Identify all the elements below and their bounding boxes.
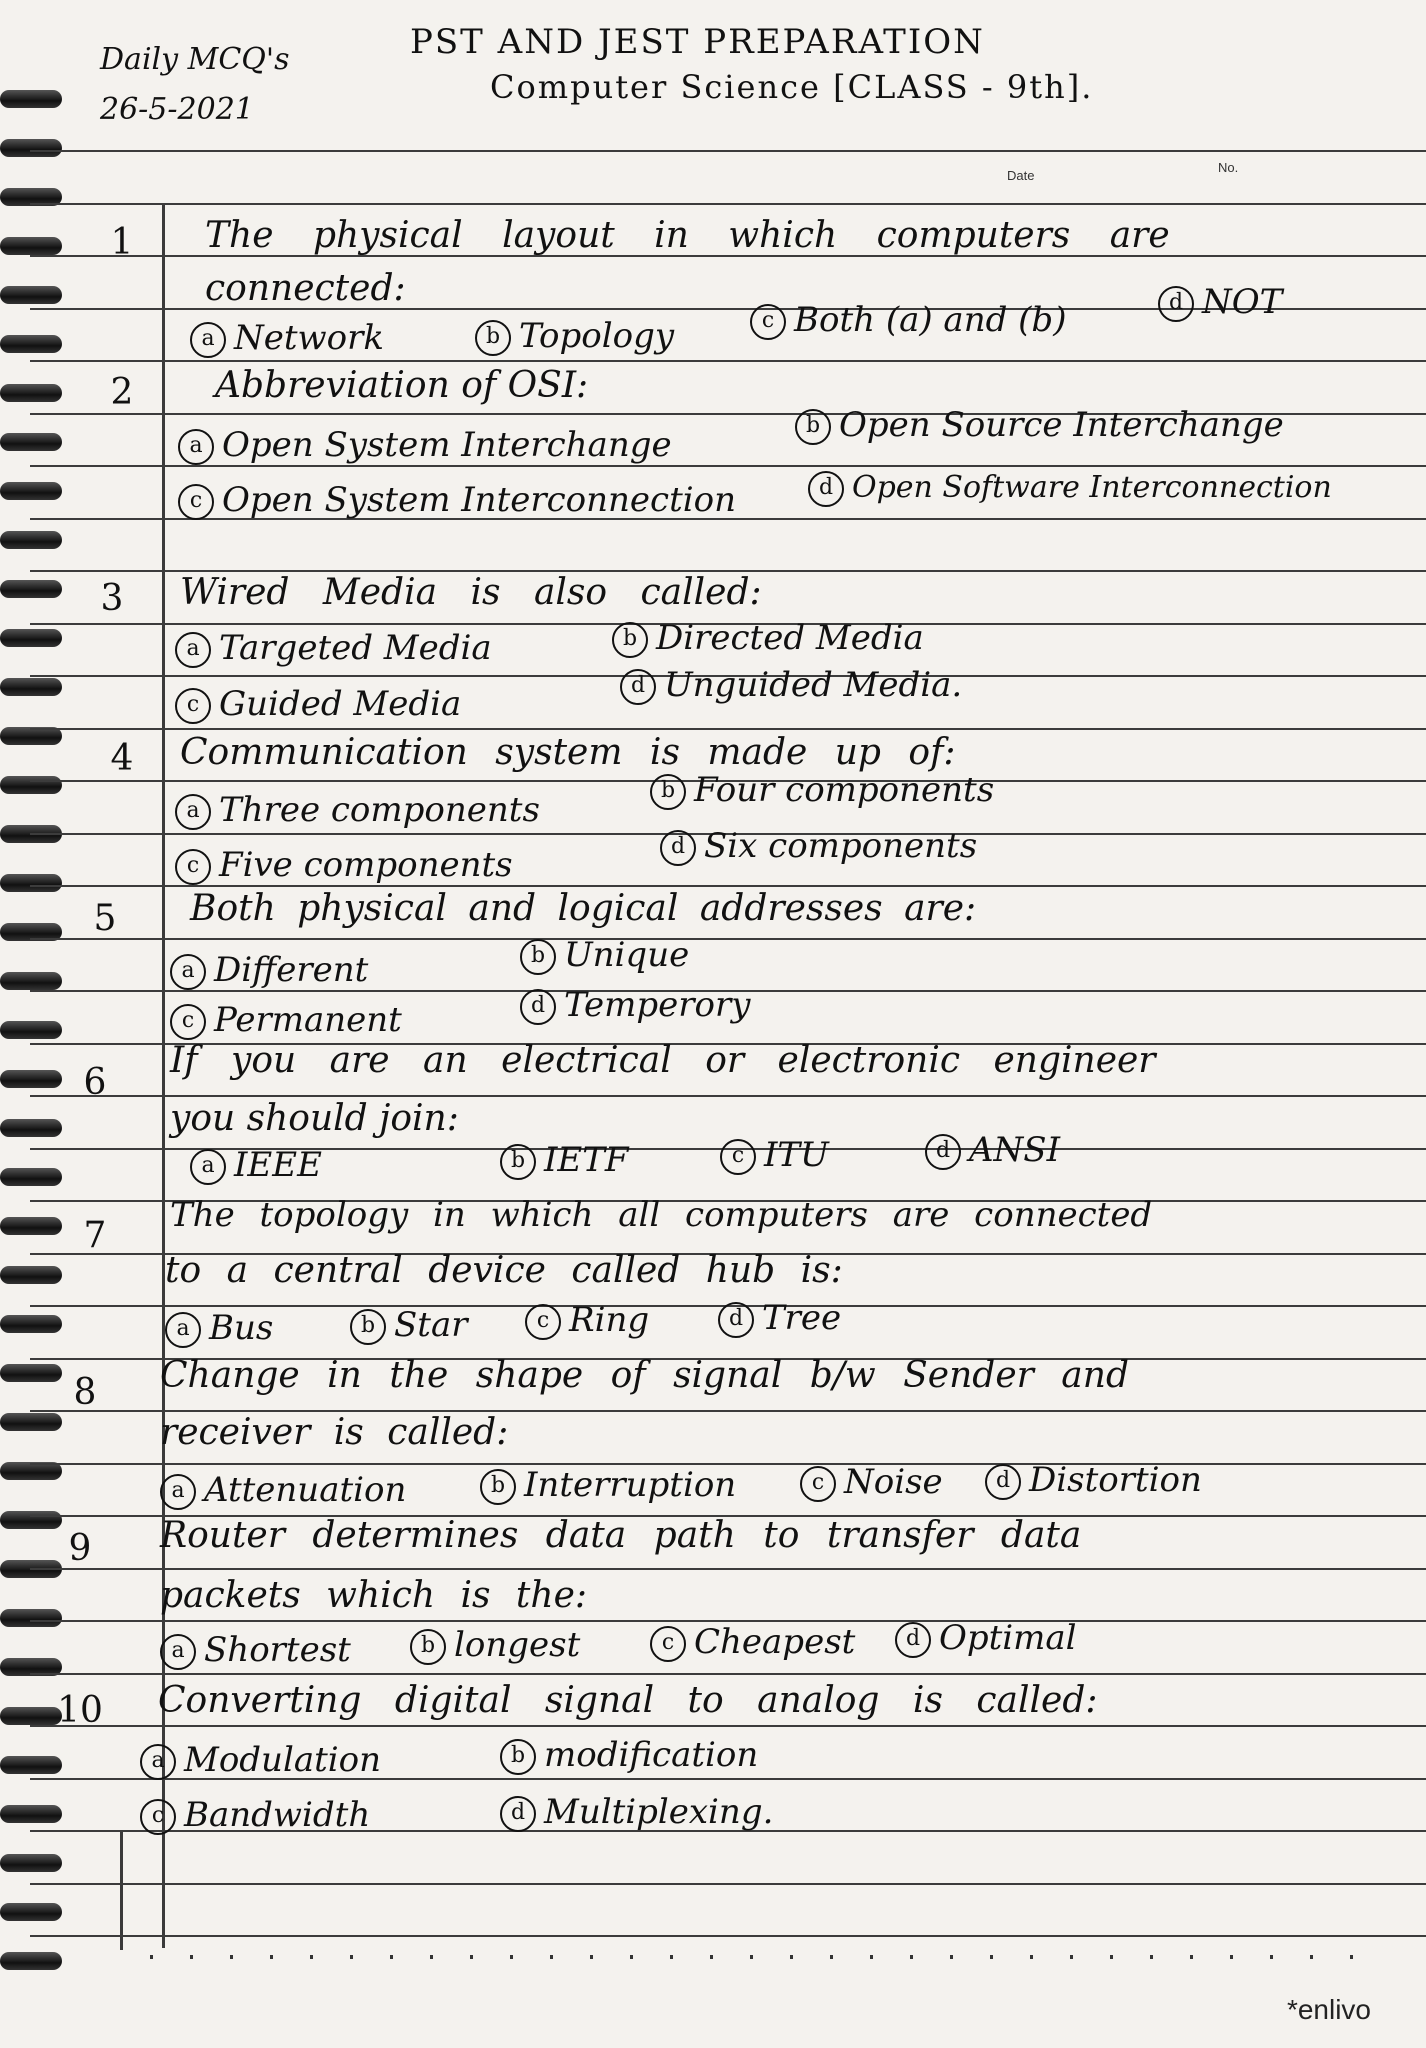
- option-d: [1158, 282, 1282, 322]
- margin-line-lower: [120, 1830, 123, 1950]
- option-text: Modulation: [184, 1740, 381, 1780]
- spiral-ring: [0, 1315, 62, 1333]
- daily-label: Daily MCQ's: [100, 42, 290, 77]
- question-text: Change in the shape of signal b/w Sender and: [160, 1355, 1129, 1396]
- spiral-ring: [0, 776, 62, 794]
- option-c: [175, 684, 461, 724]
- option-bubble: a: [178, 429, 214, 465]
- ruled-line: [30, 1673, 1426, 1675]
- spiral-ring: [0, 972, 62, 990]
- ruled-line: [30, 203, 1426, 205]
- option-text: Optimal: [939, 1618, 1077, 1658]
- option-a: [140, 1740, 381, 1780]
- option-text: Distortion: [1029, 1460, 1202, 1500]
- question-text: Wired Media is also called:: [180, 572, 762, 613]
- question-text: Communication system is made up of:: [180, 732, 956, 773]
- option-bubble: b: [480, 1469, 516, 1505]
- option-a: [175, 628, 492, 668]
- option-text: Temperory: [564, 985, 751, 1025]
- spiral-ring: [0, 531, 62, 549]
- option-bubble: b: [500, 1739, 536, 1775]
- option-text: longest: [454, 1625, 581, 1665]
- option-text: ITU: [764, 1135, 829, 1175]
- option-bubble: a: [140, 1744, 176, 1780]
- spiral-ring: [0, 433, 62, 451]
- option-text: Ring: [569, 1300, 650, 1340]
- option-bubble: b: [350, 1309, 386, 1345]
- option-bubble: d: [660, 830, 696, 866]
- spiral-ring: [0, 1168, 62, 1186]
- spiral-ring: [0, 1413, 62, 1431]
- no-field-label: No.: [1218, 160, 1239, 175]
- option-bubble: a: [160, 1474, 196, 1510]
- option-a: [178, 425, 672, 465]
- spiral-ring: [0, 335, 62, 353]
- option-bubble: c: [170, 1004, 206, 1040]
- option-text: Unguided Media.: [664, 665, 963, 705]
- spiral-ring: [0, 1903, 62, 1921]
- option-d: [718, 1298, 841, 1338]
- option-bubble: d: [520, 989, 556, 1025]
- option-bubble: c: [175, 849, 211, 885]
- option-text: IETF: [544, 1140, 629, 1180]
- option-text: Targeted Media: [219, 628, 492, 668]
- option-bubble: b: [500, 1144, 536, 1180]
- ruled-line: [30, 1883, 1426, 1885]
- question-text: you should join:: [170, 1098, 459, 1139]
- option-bubble: d: [985, 1464, 1021, 1500]
- option-bubble: a: [190, 322, 226, 358]
- question-number: 3: [100, 578, 124, 619]
- option-c: [525, 1300, 649, 1340]
- option-bubble: c: [650, 1626, 686, 1662]
- option-bubble: c: [178, 484, 214, 520]
- option-text: Attenuation: [204, 1470, 407, 1510]
- option-c: [750, 300, 1066, 340]
- option-text: Cheapest: [694, 1622, 856, 1662]
- option-text: IEEE: [234, 1145, 322, 1185]
- ruled-line: [30, 465, 1426, 467]
- spiral-ring: [0, 1756, 62, 1774]
- option-text: Directed Media: [656, 618, 924, 658]
- option-bubble: d: [808, 471, 844, 507]
- option-c: [720, 1135, 829, 1175]
- ruled-line: [30, 938, 1426, 940]
- option-bubble: d: [718, 1302, 754, 1338]
- spiral-ring: [0, 678, 62, 696]
- option-bubble: b: [612, 622, 648, 658]
- ruled-line: [30, 1725, 1426, 1727]
- option-text: Four components: [694, 770, 995, 810]
- spiral-ring: [0, 580, 62, 598]
- spiral-ring: [0, 1805, 62, 1823]
- option-text: modification: [544, 1735, 759, 1775]
- option-text: Open System Interchange: [222, 425, 672, 465]
- enlivo-watermark: *enlivo: [1286, 1994, 1371, 2025]
- option-d: [660, 826, 977, 866]
- option-text: Permanent: [214, 1000, 402, 1040]
- option-text: Both (a) and (b): [794, 300, 1067, 340]
- option-c: [170, 1000, 402, 1040]
- option-a: [190, 318, 384, 358]
- option-bubble: c: [800, 1466, 836, 1502]
- option-text: Five components: [219, 845, 513, 885]
- option-bubble: a: [190, 1149, 226, 1185]
- option-text: Network: [234, 318, 384, 358]
- date-field-label: Date: [1007, 168, 1035, 183]
- spiral-ring: [0, 874, 62, 892]
- option-b: [650, 770, 994, 810]
- ruled-line: [30, 728, 1426, 730]
- question-number: 8: [73, 1372, 97, 1413]
- spiral-ring: [0, 1021, 62, 1039]
- option-text: Noise: [844, 1462, 943, 1502]
- option-text: ANSI: [969, 1130, 1061, 1170]
- option-bubble: a: [175, 632, 211, 668]
- option-d: [620, 665, 962, 705]
- option-bubble: d: [925, 1134, 961, 1170]
- question-number: 2: [110, 372, 134, 413]
- option-bubble: b: [795, 409, 831, 445]
- option-bubble: c: [525, 1304, 561, 1340]
- option-b: [500, 1735, 758, 1775]
- option-c: [650, 1622, 855, 1662]
- option-d: [985, 1460, 1202, 1500]
- option-text: Multiplexing.: [544, 1792, 774, 1832]
- option-b: [500, 1140, 629, 1180]
- option-bubble: a: [160, 1634, 196, 1670]
- question-text: packets which is the:: [160, 1575, 587, 1616]
- option-text: Unique: [564, 935, 690, 975]
- question-text: Converting digital signal to analog is called:: [158, 1680, 1098, 1721]
- option-bubble: d: [895, 1622, 931, 1658]
- question-text: If you are an electrical or electronic engineer: [170, 1040, 1156, 1081]
- option-text: Star: [394, 1305, 468, 1345]
- option-text: Different: [214, 950, 369, 990]
- option-d: [808, 470, 1332, 507]
- ruled-line: [30, 150, 1426, 152]
- option-bubble: b: [520, 939, 556, 975]
- spiral-ring: [0, 482, 62, 500]
- option-text: Bandwidth: [184, 1795, 371, 1835]
- page-title: PST AND JEST PREPARATION: [410, 22, 985, 62]
- question-text: connected:: [205, 268, 406, 309]
- question-text: to a central device called hub is:: [165, 1250, 843, 1291]
- spiral-ring: [0, 1070, 62, 1088]
- question-text: Router determines data path to transfer data: [160, 1515, 1082, 1556]
- spiral-ring: [0, 286, 62, 304]
- option-text: Interruption: [524, 1465, 737, 1505]
- spiral-ring: [0, 139, 62, 157]
- question-text: receiver is called:: [160, 1412, 509, 1453]
- option-b: [410, 1625, 580, 1665]
- option-text: NOT: [1202, 282, 1283, 322]
- option-d: [895, 1618, 1077, 1658]
- option-a: [190, 1145, 322, 1185]
- option-text: Tree: [762, 1298, 842, 1338]
- spiral-ring: [0, 237, 62, 255]
- question-number: 6: [83, 1062, 107, 1103]
- option-c: [140, 1795, 370, 1835]
- option-c: [178, 480, 736, 520]
- option-d: [520, 985, 750, 1025]
- option-bubble: b: [475, 320, 511, 356]
- question-number: 10: [57, 1690, 103, 1731]
- ruled-line: [30, 1935, 1426, 1937]
- question-number: 5: [93, 898, 117, 939]
- option-bubble: d: [500, 1796, 536, 1832]
- ruled-line: [30, 885, 1426, 887]
- option-a: [165, 1308, 273, 1348]
- option-b: [475, 316, 674, 356]
- spiral-ring: [0, 384, 62, 402]
- option-text: Open Software Interconnection: [852, 470, 1332, 505]
- option-c: [175, 845, 513, 885]
- question-text: The topology in which all computers are connected: [170, 1195, 1153, 1235]
- option-bubble: b: [650, 774, 686, 810]
- option-b: [480, 1465, 736, 1505]
- option-a: [170, 950, 368, 990]
- option-b: [795, 405, 1284, 445]
- option-bubble: c: [750, 304, 786, 340]
- spiral-ring: [0, 1364, 62, 1382]
- option-bubble: a: [170, 954, 206, 990]
- option-bubble: c: [140, 1799, 176, 1835]
- option-text: Guided Media: [219, 684, 462, 724]
- ruled-line: [30, 1568, 1426, 1570]
- page-subtitle: Computer Science [CLASS - 9th].: [490, 68, 1094, 106]
- option-text: Topology: [519, 316, 675, 356]
- spiral-ring: [0, 629, 62, 647]
- question-number: 7: [83, 1215, 107, 1256]
- question-text: Both physical and logical addresses are:: [190, 888, 977, 929]
- spiral-ring: [0, 1217, 62, 1235]
- spiral-ring: [0, 90, 62, 108]
- option-bubble: d: [620, 669, 656, 705]
- question-text: The physical layout in which computers are: [205, 215, 1170, 256]
- spiral-ring: [0, 1266, 62, 1284]
- option-d: [925, 1130, 1060, 1170]
- spiral-ring: [0, 1854, 62, 1872]
- dotted-footer-line: [150, 1955, 1386, 1959]
- spiral-ring: [0, 1511, 62, 1529]
- option-bubble: c: [720, 1139, 756, 1175]
- ruled-line: [30, 360, 1426, 362]
- option-bubble: b: [410, 1629, 446, 1665]
- option-text: Shortest: [204, 1630, 351, 1670]
- question-number: 4: [110, 738, 134, 779]
- spiral-ring: [0, 1952, 62, 1970]
- option-text: Open Source Interchange: [839, 405, 1284, 445]
- option-a: [175, 790, 540, 830]
- option-bubble: a: [175, 794, 211, 830]
- option-bubble: a: [165, 1312, 201, 1348]
- option-b: [520, 935, 689, 975]
- option-a: [160, 1630, 351, 1670]
- option-a: [160, 1470, 406, 1510]
- option-c: [800, 1462, 943, 1502]
- option-b: [612, 618, 924, 658]
- option-text: Open System Interconnection: [222, 480, 736, 520]
- question-number: 9: [68, 1528, 92, 1569]
- option-d: [500, 1792, 773, 1832]
- question-text: Abbreviation of OSI:: [215, 365, 589, 406]
- option-text: Six components: [704, 826, 978, 866]
- option-bubble: d: [1158, 286, 1194, 322]
- question-number: 1: [110, 222, 134, 263]
- option-bubble: c: [175, 688, 211, 724]
- spiral-ring: [0, 1609, 62, 1627]
- option-text: Bus: [209, 1308, 274, 1348]
- header-date: 26-5-2021: [100, 92, 254, 127]
- ruled-line: [30, 1095, 1426, 1097]
- spiral-ring: [0, 1119, 62, 1137]
- option-text: Three components: [219, 790, 540, 830]
- option-b: [350, 1305, 467, 1345]
